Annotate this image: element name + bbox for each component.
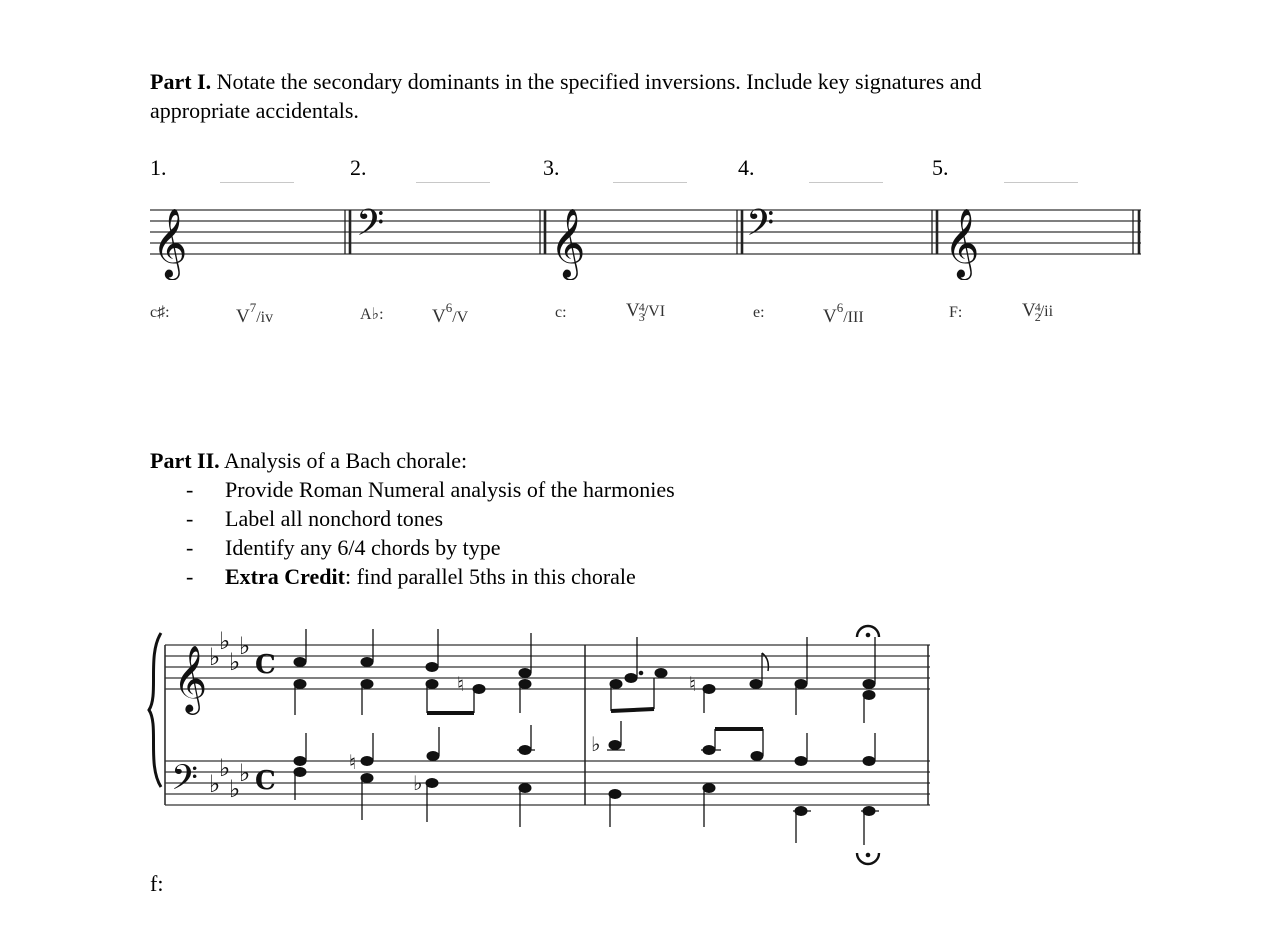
key-label-5: F: bbox=[949, 304, 963, 321]
svg-text:♭: ♭ bbox=[239, 632, 251, 660]
time-signature-bass: C bbox=[255, 766, 276, 796]
svg-text:♭: ♭ bbox=[209, 643, 221, 671]
bass-notes-measure-1 bbox=[294, 725, 535, 827]
part1-staff bbox=[148, 185, 1148, 280]
exercise-number-4: 4. bbox=[738, 155, 755, 180]
exercise-number-3: 3. bbox=[543, 155, 560, 180]
analysis-key-label: f: bbox=[150, 871, 164, 896]
part1-label: Part I. bbox=[150, 69, 212, 94]
bass-clef-icon: 𝄢 bbox=[171, 757, 199, 806]
treble-notes-measure-1 bbox=[294, 629, 531, 715]
svg-text:♮: ♮ bbox=[457, 672, 465, 696]
bach-chorale-score bbox=[145, 615, 940, 870]
part2-text: Analysis of a Bach chorale: bbox=[219, 448, 468, 473]
svg-text:♮: ♮ bbox=[689, 672, 697, 696]
treble-clef-icon: 𝄞 bbox=[173, 644, 208, 712]
roman-numeral-5: V 4 2 /ii bbox=[1022, 299, 1054, 324]
treble-clef-icon: 𝄞 bbox=[550, 208, 586, 278]
answer-blank-1[interactable] bbox=[220, 182, 294, 183]
bass-staff-lines bbox=[165, 761, 930, 805]
answer-blank-3[interactable] bbox=[613, 182, 687, 183]
roman-numeral-2: $V^6/V$ bbox=[432, 300, 469, 327]
treble-staff-lines bbox=[165, 645, 930, 689]
key-signature-treble bbox=[209, 627, 250, 676]
svg-text:♭: ♭ bbox=[229, 775, 241, 803]
key-label-4: e: bbox=[753, 304, 765, 321]
bass-clef-icon: 𝄢 bbox=[746, 202, 775, 253]
answer-blank-4[interactable] bbox=[809, 182, 883, 183]
treble-notes-measure-2 bbox=[610, 637, 875, 723]
roman-numeral-1: $V^7/iv$ bbox=[236, 300, 274, 327]
exercise-number-2: 2. bbox=[350, 155, 367, 180]
roman-numeral-3: V 4 3 /VI bbox=[626, 299, 666, 324]
key-label-3: c: bbox=[555, 304, 567, 321]
key-label-1: c♯: bbox=[150, 304, 170, 321]
part2-bullet-list bbox=[186, 475, 886, 591]
svg-text:♭: ♭ bbox=[209, 770, 221, 798]
key-label-2: A♭: bbox=[360, 306, 384, 323]
time-signature-treble: C bbox=[255, 650, 276, 680]
treble-clef-icon: 𝄞 bbox=[944, 208, 980, 278]
brace-icon bbox=[149, 633, 161, 787]
staff-lines bbox=[150, 210, 1141, 254]
part1-text-line2: appropriate accidentals. bbox=[150, 98, 359, 123]
svg-text:♭: ♭ bbox=[413, 771, 423, 795]
exercise-number-5: 5. bbox=[932, 155, 949, 180]
svg-text:♭: ♭ bbox=[229, 648, 241, 676]
part2-label: Part II. bbox=[150, 448, 220, 473]
bullet-item: - Provide Roman Numeral analysis of the harmonies bbox=[186, 477, 675, 502]
answer-blank-2[interactable] bbox=[416, 182, 490, 183]
part1-instructions bbox=[150, 67, 1150, 125]
svg-text:♭: ♭ bbox=[219, 754, 231, 782]
bullet-item: - Label all nonchord tones bbox=[186, 506, 444, 531]
svg-text:♭: ♭ bbox=[591, 732, 601, 756]
part2-heading bbox=[150, 446, 467, 475]
exercise-number-1: 1. bbox=[150, 155, 167, 180]
bullet-item: - Identify any 6/4 chords by type bbox=[186, 535, 501, 560]
svg-text:♭: ♭ bbox=[239, 759, 251, 787]
answer-blank-5[interactable] bbox=[1004, 182, 1078, 183]
bass-clef-icon: 𝄢 bbox=[356, 202, 385, 253]
svg-text:♭: ♭ bbox=[219, 627, 231, 655]
fermata-icon bbox=[857, 626, 879, 637]
fermata-icon bbox=[857, 853, 879, 864]
roman-numeral-4: $V^6$/III bbox=[823, 300, 864, 327]
treble-clef-icon: 𝄞 bbox=[152, 208, 188, 278]
bullet-item: - Extra Credit: find parallel 5ths in this chorale bbox=[186, 564, 636, 589]
part1-text-line1: Notate the secondary dominants in the specified inversions. Include key signatures and bbox=[211, 69, 982, 94]
svg-text:♮: ♮ bbox=[349, 750, 357, 774]
